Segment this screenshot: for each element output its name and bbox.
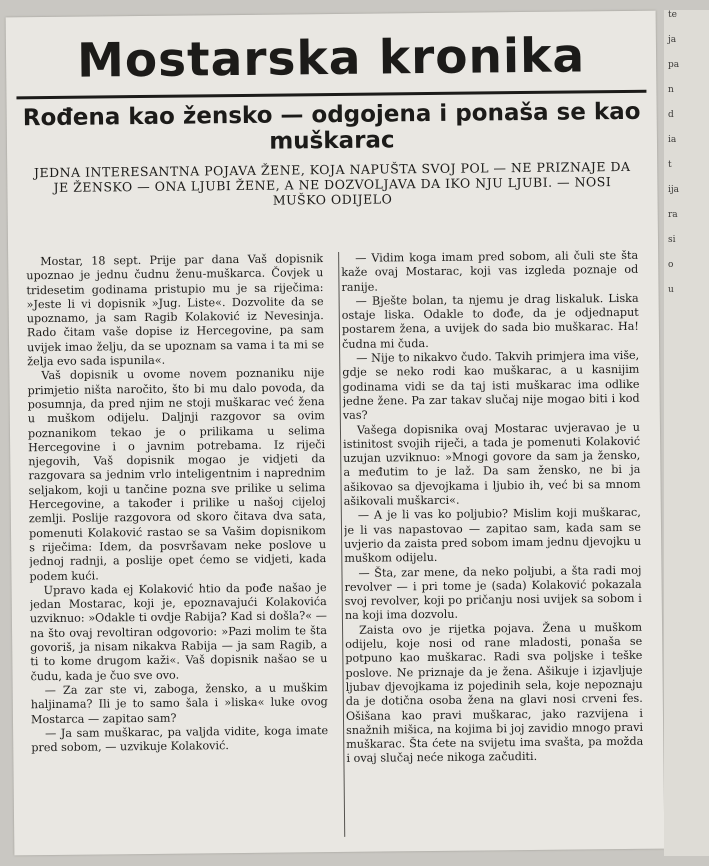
edge-fragment: si xyxy=(668,235,676,245)
article-headline: Rođena kao žensko — odgojena i ponaša se kao muškarac xyxy=(22,98,641,155)
paragraph: — Nije to nikakvo čudo. Takvih primjera ima više, gdje se neko rodi kao muškarac, a u kasnijim godinama vidi se da taj isti muškarac ima odlike jedne žene. Pa zar takav slučaj nije mogao biti i kod vas? xyxy=(342,348,640,423)
edge-fragment: d xyxy=(668,110,674,120)
paragraph: — Šta, zar mene, da neko poljubi, a šta radi moj revolver — i pri tome je (sada) Kolaković pokazala svoj revolver, koji po pričanju nosi uvijek sa sobom i na koji ima dozvolu. xyxy=(344,563,642,623)
edge-fragment: pa xyxy=(668,60,680,70)
paragraph: Upravo kada ej Kolaković htio da pođe našao je jedan Mostarac, koji je, epoznavajući Kolakovića uzviknuo: »Odakle ti ovdje Rabija? Kad si došla?« — na što ovaj revoltiran odgovorio: »Pazi molim te šta govoriš, ja nisam nikakva Rabija — ja sam Ragib, a ti to kome drugom kaži«. Vaš dopisnik našao se u čudu, kada je čuo sve ovo. xyxy=(29,580,328,683)
paragraph: — Bješte bolan, ta njemu je drag liskaluk. Liska ostaje liska. Odakle to dođe, da je odjednaput postarem žena, a uvijek do sada bio muškarac. Ha! čudna mi čuda. xyxy=(341,291,639,351)
edge-fragment: ra xyxy=(668,210,678,220)
section-title: Mostarska kronika xyxy=(76,28,586,89)
paragraph: Vaš dopisnik u ovome novem poznaniku nije primjetio ništa naročito, što bi mu dalo povoda, da posumnja, da pred njim ne stoji muškarac već žena u muškom odijelu. Daljnji razgovor sa ovim poznanikom tekao je o prilikama u selima Hercegovine i o javnim potrebama. Iz riječi njegovih, Vaš dopisnik mogao je vidjeti da razgovara sa jednim vrlo inteligentnim i naprednim seljakom, koji u tančine pozna sve prilike u selima Hercegovine, a također i prilike u našoj cijeloj zemlji. Poslije razgovora od skoro čitava dva sata, pomenuti Kolaković rastao se sa Vašim dopisnikom s riječima: Idem, da posvršavam neke poslove u jednoj radnji, a poslije opet ćemo se vidjeti, kada podem kući. xyxy=(27,366,327,583)
edge-fragment: te xyxy=(668,10,677,20)
paragraph: — A je li vas ko poljubio? Mislim koji muškarac, je li vas napastovao — zapitao sam, kada sam se uvjerio da zaista pred sobom imam jednu djevojku u muškom odijelu. xyxy=(343,506,642,566)
article-body xyxy=(26,249,644,847)
edge-fragment: t xyxy=(668,160,672,170)
newspaper-page xyxy=(6,11,665,856)
paragraph: Zaista ovo je rijetka pojava. Žena u muškom odijelu, koje nosi od rane mladosti, ponaša se potpuno kao muškarac. Radi sva poljske i teške poslove. Ne priznaje da je žena. Ašikuje i izjavljuje ljubav djevojkama iz pojedinih sela, koje nepoznaju da je dotična osoba žena na glavi nosi crveni fes. Ošišana kao pravi muškarac, jako razvijena i snažnih mišica, na kojima bi joj zavidio mnogo pravi muškarac. Šta ćete na svijetu ima svašta, pa možda i ovaj slučaj neće nikoga začuditi. xyxy=(345,620,644,766)
edge-fragment: n xyxy=(668,85,674,95)
paragraph: — Ja sam muškarac, pa valjda vidite, koga imate pred sobom, — uzvikuje Kolaković. xyxy=(31,723,329,755)
paragraph: Vašega dopisnika ovaj Mostarac uvjeravao je u istinitost svojih riječi, a tada je pomenuti Kolaković uzujan uzviknuo: »Mnogi govore da sam ja žensko, a međutim to je laž. Da sam žensko, ne bi ja ašikovao sa djevojkama i ljubio ih, već bi sa mnom ašikovali muškarci«. xyxy=(343,420,641,508)
paragraph: — Za zar ste vi, zaboga, žensko, a u muškim haljinama? Ili je to samo šala i »liska« luke ovog Mostarca — zapitao sam? xyxy=(30,680,328,726)
paragraph: — Vidim koga imam pred sobom, ali čuli ste šta kaže ovaj Mostarac, koji vas izgleda poznaje od ranije. xyxy=(341,248,639,294)
edge-fragment: u xyxy=(668,285,674,295)
article-deck: JEDNA INTERESANTNA POJAVA ŽENE, KOJA NAPUŠTA SVOJ POL — NE PRIZNAJE DA JE ŽENSKO — ONA LJUBI ŽENE, A NE DOZVOLJAVA DA IKO NJU LJUBI. — NOSI MUŠKO ODIJELO xyxy=(33,158,631,208)
edge-fragment: o xyxy=(668,260,674,270)
right-column xyxy=(341,249,644,844)
edge-fragment: ija xyxy=(668,185,680,195)
edge-fragment: ja xyxy=(668,35,677,45)
adjacent-page-edge xyxy=(664,10,709,856)
left-column xyxy=(26,252,329,847)
paragraph: Mostar, 18 sept. Prije par dana Vaš dopisnik upoznao je jednu čudnu ženu-muškarca. Čovjek u tridesetim godinama pristupio mu je sa riječima: »Jeste li vi dopisnik »Jug. Liste«. Dozvolite da se upoznamo, ja sam Ragib Kolaković iz Nevesinja. Rado čitam vaše dopise iz Hercegovine, pa sam uvijek imao želju, da se upoznam sa vama i ta mi se želja evo sada ispunila«. xyxy=(26,252,325,369)
edge-fragment: ia xyxy=(668,135,677,145)
masthead xyxy=(20,25,643,94)
